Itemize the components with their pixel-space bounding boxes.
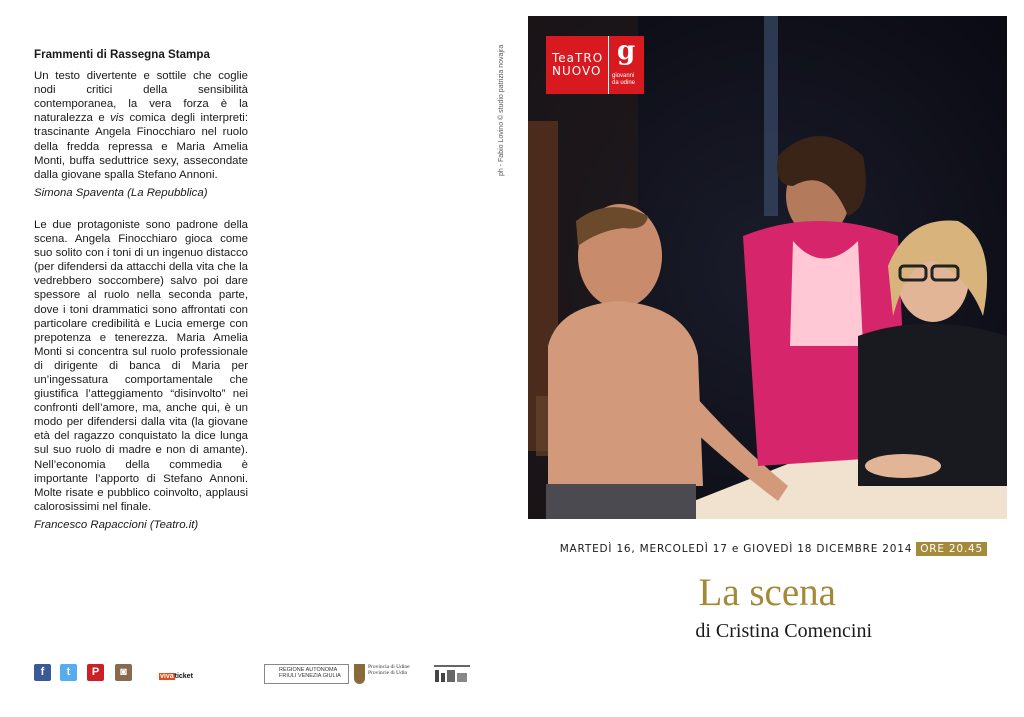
- review-text: Le due protagoniste sono padrone della scena. Angela Finocchiaro gioca come suo solito con i toni di un ingenuo distacco (per difendersi da attacchi della vita che la vedrebbero soccombere) salvo poi dare spessore al ruolo nella seconda parte, dove i toni drammatici sono affrontati con particolare credibilità e Lucia emerge con prepotenza e tenerezza. Maria Amelia Monti si concentra sul ruolo professionale di dirigente di banca di Maria per un’ingessatura comportamentale che giustifica l’atteggiamento “disinvolto” nei confronti dell’amore, ma, anche qui, è un modo per difendersi dalla vita (la giovane età del ragazzo conquistato la dice lunga sul suo ruolo di madre e non di amante). Nell’economia della commedia è importante l’apporto di Stefano Annoni. Molte risate e pubblico coinvolto, applausi calorosissimi nel finale.: [34, 218, 248, 513]
- teatro-nuovo-logo[interactable]: [546, 36, 644, 94]
- sponsor-provincia-line2: Provincie di Udin: [368, 670, 408, 676]
- vivaticket-logo[interactable]: [159, 673, 193, 680]
- review-text-italic: vis: [110, 112, 125, 125]
- g-mark-icon: g: [617, 36, 636, 66]
- review-source: Simona Spaventa (La Repubblica): [34, 186, 208, 199]
- logo-line2: NUOVO: [552, 64, 602, 78]
- vivaticket-brand-a: viva: [160, 673, 174, 680]
- review-item: [34, 218, 248, 532]
- sponsor-regione-line1: REGIONE AUTONOMA: [279, 667, 338, 673]
- logo-wordmark: [552, 52, 603, 78]
- sponsor-mark-icon: [434, 667, 470, 683]
- review-item: [34, 69, 248, 200]
- review-text: [34, 69, 248, 182]
- review-source: Francesco Rapaccioni (Teatro.it): [34, 518, 199, 531]
- event-dates: [560, 543, 987, 555]
- logo-mark-area: [608, 36, 645, 94]
- provincia-crest-icon: [354, 664, 365, 684]
- photo-credit-text: ph - Fabio Lovino © studio patrizia novajra: [498, 44, 505, 176]
- pinterest-icon[interactable]: P: [87, 664, 104, 681]
- review-text-part: Un testo divertente e sottile che coglie nodi critici della sensibilità contemporanea, la vera forza è la naturalezza e: [34, 70, 248, 125]
- event-time-badge: ORE 20.45: [916, 542, 987, 556]
- instagram-icon[interactable]: ◙: [115, 664, 132, 681]
- logo-subtitle: [612, 73, 635, 87]
- show-author: di Cristina Comencini: [695, 620, 872, 642]
- photo-credit: [496, 44, 510, 176]
- sponsor-logo-icon: [434, 665, 470, 685]
- facebook-icon[interactable]: f: [34, 664, 51, 681]
- logo-sub2: da udine: [612, 80, 636, 86]
- sponsor-regione-logo: [264, 664, 349, 684]
- sponsor-provincia-line1: Provincia di Udine: [368, 664, 410, 670]
- press-review-panel: [34, 48, 248, 550]
- logo-sub1: giovanni: [612, 73, 635, 79]
- event-dates-text: MARTEDÌ 16, MERCOLEDÌ 17 e GIOVEDÌ 18 DICEMBRE 2014: [559, 543, 913, 555]
- sponsor-provincia-logo: [368, 664, 410, 676]
- show-title: La scena: [698, 571, 836, 614]
- logo-line1: TeaTRO: [552, 51, 604, 65]
- vivaticket-brand-b: ticket: [174, 673, 193, 680]
- sponsor-regione-line2: FRIULI VENEZIA GIULIA: [279, 673, 341, 679]
- review-text-part: comica degli interpreti: trascinante Angela Finocchiaro nel ruolo della fredda repressa e Maria Amelia Monti, buffa seduttrice sexy, assecondate dalla giovane spalla Stefano Annoni.: [34, 112, 248, 181]
- twitter-icon[interactable]: t: [60, 664, 77, 681]
- press-review-heading: Frammenti di Rassegna Stampa: [34, 48, 210, 61]
